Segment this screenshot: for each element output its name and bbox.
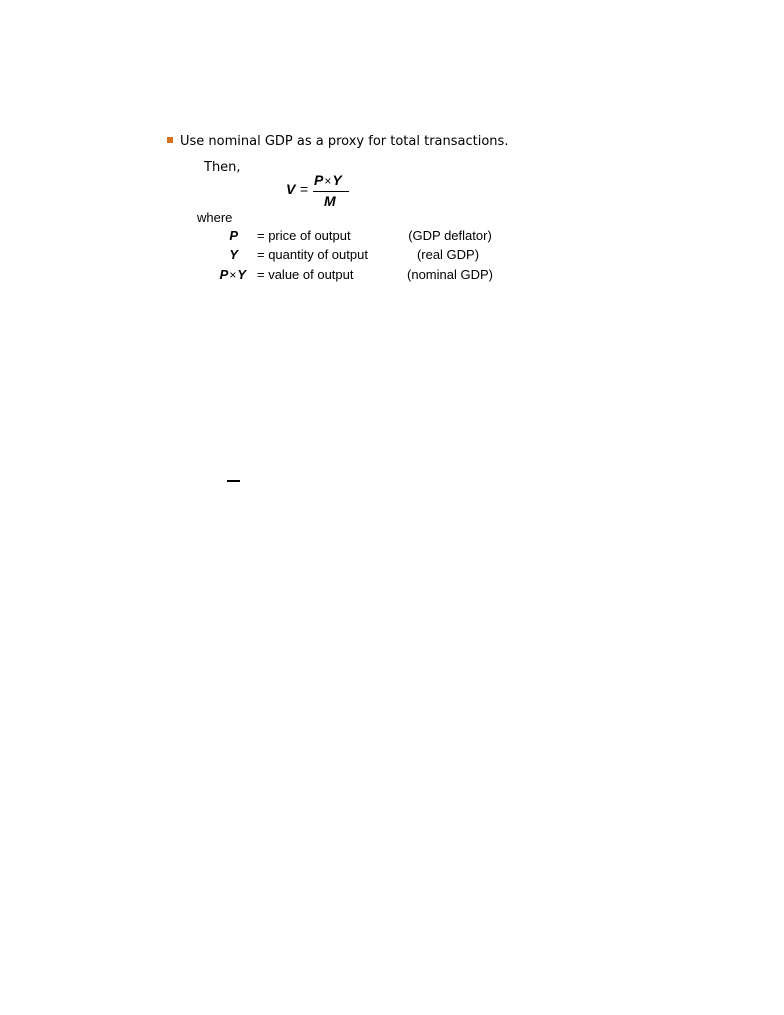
definition-symbol-right: Y (237, 267, 246, 282)
bullet-text: Use nominal GDP as a proxy for total transactions. (180, 134, 509, 149)
definition-symbol: Y (229, 247, 238, 262)
definition-note: (GDP deflator) (408, 228, 492, 243)
definition-symbol (204, 266, 246, 284)
formula-fraction-bar (313, 191, 349, 192)
formula-numerator-right: Y (332, 172, 342, 188)
bullet-marker (167, 137, 173, 143)
where-label: where (197, 210, 233, 225)
definition-description: = quantity of output (257, 247, 368, 262)
definition-times: × (229, 268, 237, 282)
formula-numerator-left: P (314, 172, 324, 188)
formula-denominator: M (324, 193, 336, 209)
definition-note: (real GDP) (416, 247, 480, 262)
definition-description: = price of output (257, 228, 351, 243)
velocity-formula (286, 172, 356, 212)
formula-times: × (324, 174, 332, 188)
dash-mark (227, 480, 240, 482)
formula-equals: = (300, 181, 309, 197)
definition-note: (nominal GDP) (407, 267, 493, 282)
definition-symbol-left: P (219, 267, 229, 282)
definition-description: = value of output (257, 267, 354, 282)
formula-lhs: V (286, 181, 296, 197)
then-label: Then, (204, 160, 241, 175)
formula-numerator (314, 172, 342, 188)
definition-symbol: P (229, 228, 238, 243)
